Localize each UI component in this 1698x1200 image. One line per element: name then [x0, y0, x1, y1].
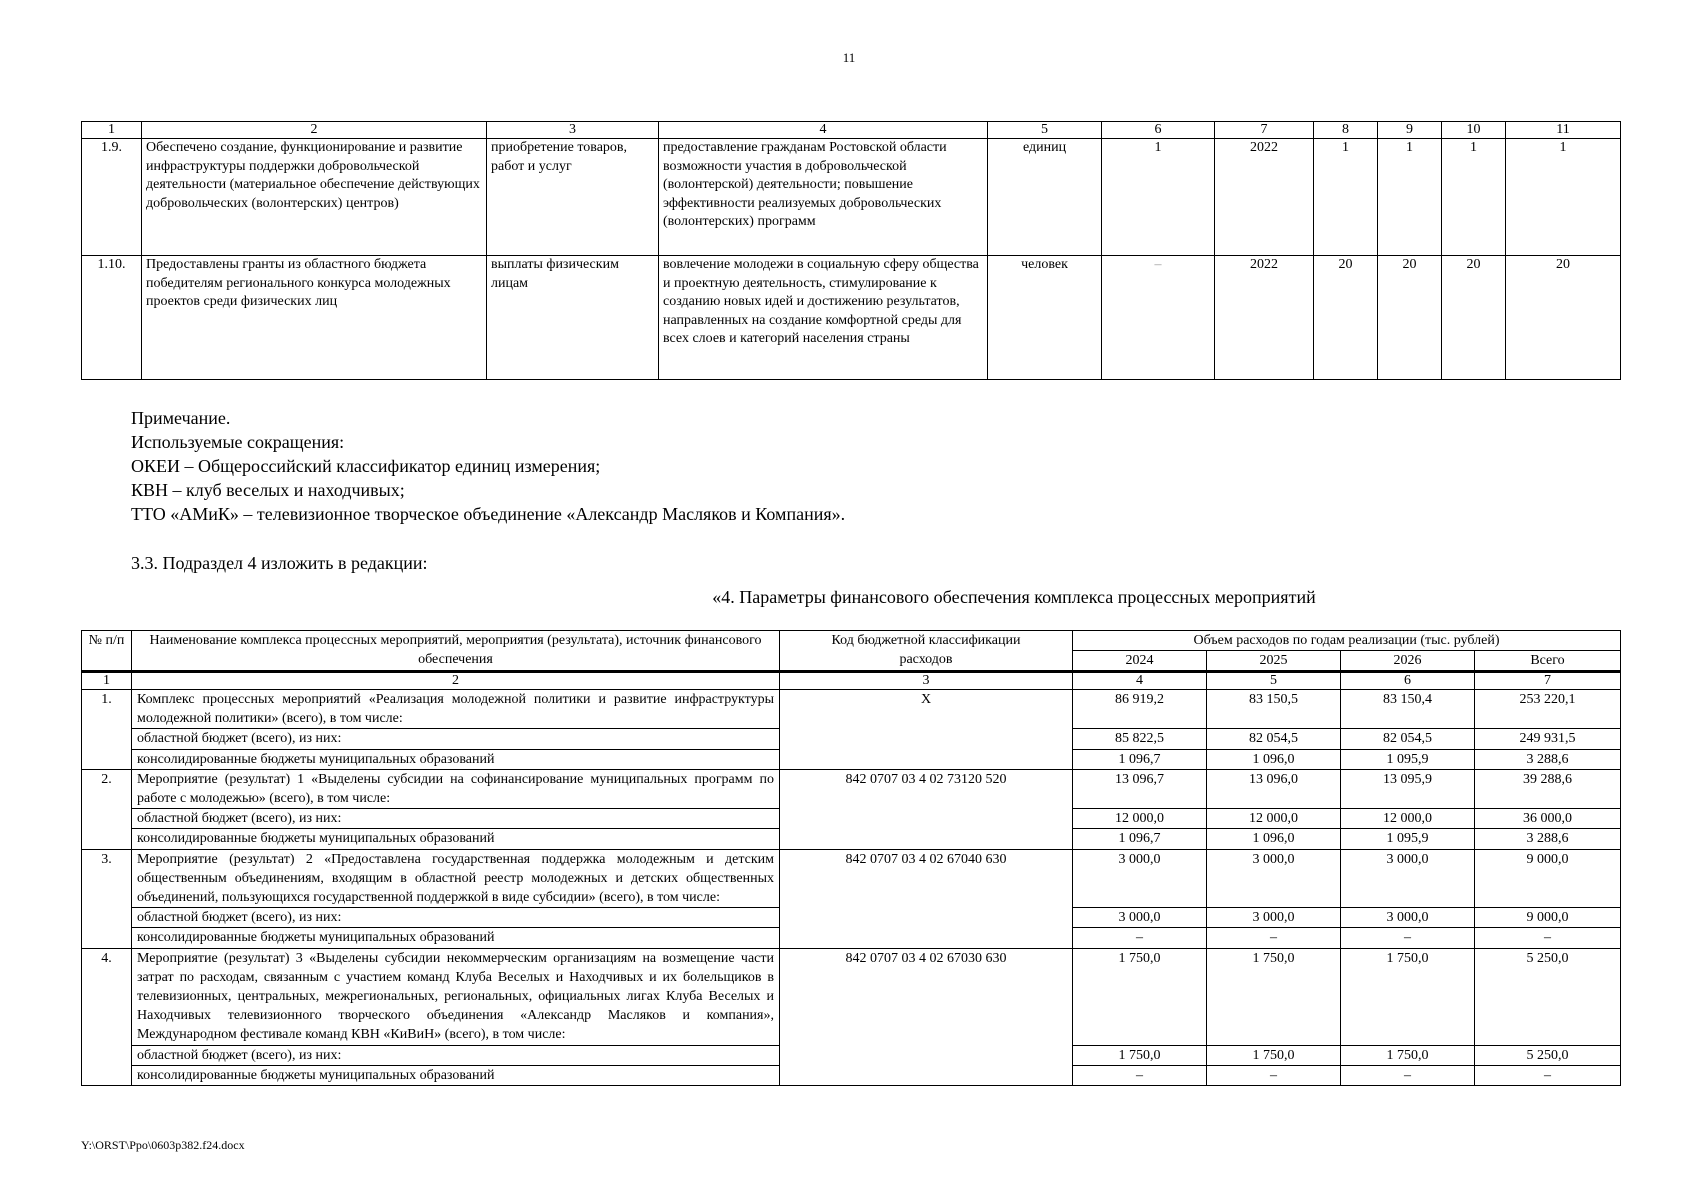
row-number: 2. — [82, 769, 132, 849]
result-description: вовлечение молодежи в социальную сферу общества и проектную деятельность, стимулирование к созданию новых идей и достижению результатов, направленных на создание комфортной среды для всех слоев и категорий населения страны — [659, 256, 988, 380]
funding-source: консолидированные бюджеты муниципальных образований — [132, 928, 780, 948]
year-value: 1 750,0 — [1341, 948, 1475, 1045]
cell-value: 20 — [1314, 256, 1378, 380]
year-value: 82 054,5 — [1207, 729, 1341, 749]
header-year: 2024 — [1073, 651, 1207, 672]
funding-source: областной бюджет (всего), из них: — [132, 809, 780, 829]
column-number: 6 — [1102, 122, 1215, 139]
year-value: 83 150,5 — [1207, 690, 1341, 729]
table-row — [82, 256, 1621, 380]
page-number: 11 — [842, 50, 856, 65]
row-number: 1. — [82, 690, 132, 770]
abbreviation-item: КВН – клуб веселых и находчивых; — [131, 480, 405, 500]
year-value: 12 000,0 — [1341, 809, 1475, 829]
abbreviations-title: Используемые сокращения: — [131, 432, 345, 452]
year-value: 12 000,0 — [1073, 809, 1207, 829]
funding-source: консолидированные бюджеты муниципальных образований — [132, 1065, 780, 1085]
year-value: – — [1073, 928, 1207, 948]
result-type: выплаты физическим лицам — [487, 256, 659, 380]
year-value: 3 000,0 — [1341, 849, 1475, 908]
year-value: 3 000,0 — [1073, 908, 1207, 928]
funding-source: областной бюджет (всего), из них: — [132, 729, 780, 749]
funding-source: консолидированные бюджеты муниципальных образований — [132, 749, 780, 769]
item-name: Мероприятие (результат) 3 «Выделены субсидии некоммерческим организациям на возмещение части затрат по расходам, связанным с участием команд Клуба Веселых и Находчивых и их болельщиков в телевизионных, центральных, межрегиональных, региональных, официальных лигах Клуба Веселых и Находчивых телевизионного творческого объединения «Александр Масляков и компания», Международном фестивале команд КВН «КиВиН» (всего), в том числе: — [132, 948, 780, 1045]
year-value: 1 750,0 — [1073, 1045, 1207, 1065]
item-name: Мероприятие (результат) 2 «Предоставлена государственная поддержка молодежным и детским общественным объединениям, входящим в областной реестр молодежных и детских общественных объединений, пользующихся государственной поддержкой в виде субсидии» (всего), в том числе: — [132, 849, 780, 908]
column-number: 3 — [780, 672, 1073, 690]
year-value: 13 095,9 — [1341, 769, 1475, 808]
cell-value: 1 — [1378, 139, 1442, 256]
table-row — [82, 690, 1621, 729]
year-value: – — [1341, 928, 1475, 948]
year-value: 1 096,7 — [1073, 829, 1207, 849]
result-name: Предоставлены гранты из областного бюджета победителям регионального конкурса молодежных проектов среди физических лиц — [142, 256, 487, 380]
cell-value: 20 — [1378, 256, 1442, 380]
table-row — [82, 948, 1621, 1045]
item-name: Мероприятие (результат) 1 «Выделены субсидии на софинансирование муниципальных программ по работе с молодежью» (всего), в том числе: — [132, 769, 780, 808]
year-value: 13 096,7 — [1073, 769, 1207, 808]
table-header-row — [82, 122, 1621, 139]
year-value: 1 096,7 — [1073, 749, 1207, 769]
column-number: 8 — [1314, 122, 1378, 139]
budget-code: 842 0707 03 4 02 73120 520 — [780, 769, 1073, 849]
column-number: 5 — [988, 122, 1102, 139]
column-number: 2 — [142, 122, 487, 139]
section-title: «4. Параметры финансового обеспечения комплекса процессных мероприятий — [712, 587, 1316, 607]
budget-code: 842 0707 03 4 02 67030 630 — [780, 948, 1073, 1085]
year-value: 12 000,0 — [1207, 809, 1341, 829]
cell-value: 20 — [1442, 256, 1506, 380]
column-number: 6 — [1341, 672, 1475, 690]
column-number: 1 — [82, 122, 142, 139]
year-value: 85 822,5 — [1073, 729, 1207, 749]
header-name: Наименование комплекса процессных мероприятий, мероприятия (результата), источник финансового обеспечения — [132, 631, 780, 672]
column-number: 3 — [487, 122, 659, 139]
budget-code: 842 0707 03 4 02 67040 630 — [780, 849, 1073, 948]
year-value: 86 919,2 — [1073, 690, 1207, 729]
cell-value: 2022 — [1215, 256, 1314, 380]
file-path: Y:\ORST\Ppo\0603p382.f24.docx — [81, 1138, 245, 1152]
year-value: – — [1207, 1065, 1341, 1085]
column-number: 2 — [132, 672, 780, 690]
year-value: 3 000,0 — [1207, 908, 1341, 928]
header-total: Всего — [1475, 651, 1621, 672]
total-value: 39 288,6 — [1475, 769, 1621, 808]
year-value: 1 095,9 — [1341, 829, 1475, 849]
result-type: приобретение товаров, работ и услуг — [487, 139, 659, 256]
budget-code: X — [780, 690, 1073, 770]
unit: человек — [988, 256, 1102, 380]
column-number: 4 — [1073, 672, 1207, 690]
table-row — [82, 139, 1621, 256]
total-value: 249 931,5 — [1475, 729, 1621, 749]
notes-block — [131, 406, 845, 526]
result-name: Обеспечено создание, функционирование и развитие инфраструктуры поддержки добровольческой деятельности (материальное обеспечение действующих добровольческих (волонтерских) центров) — [142, 139, 487, 256]
item-name: Комплекс процессных мероприятий «Реализация молодежной политики и развитие инфраструктуры молодежной политики» (всего), в том числе: — [132, 690, 780, 729]
year-value: 1 096,0 — [1207, 749, 1341, 769]
year-value: 83 150,4 — [1341, 690, 1475, 729]
total-value: – — [1475, 1065, 1621, 1085]
year-value: – — [1341, 1065, 1475, 1085]
column-number: 7 — [1215, 122, 1314, 139]
abbreviation-item: ТТО «АМиК» – телевизионное творческое объединение «Александр Масляков и Компания». — [131, 504, 846, 524]
year-value: 1 096,0 — [1207, 829, 1341, 849]
row-number: 1.9. — [82, 139, 142, 256]
column-number: 1 — [82, 672, 132, 690]
cell-value: 1 — [1442, 139, 1506, 256]
table-row — [82, 849, 1621, 908]
row-number: 4. — [82, 948, 132, 1085]
total-value: – — [1475, 928, 1621, 948]
total-value: 5 250,0 — [1475, 1045, 1621, 1065]
result-description: предоставление гражданам Ростовской области возможности участия в добровольческой (волонтерской) деятельности; повышение эффективности реализуемых добровольческих (волонтерских) программ — [659, 139, 988, 256]
header-volume: Объем расходов по годам реализации (тыс. рублей) — [1073, 631, 1621, 651]
note-title: Примечание. — [131, 408, 231, 428]
year-value: 3 000,0 — [1341, 908, 1475, 928]
row-number: 3. — [82, 849, 132, 948]
column-number: 4 — [659, 122, 988, 139]
year-value: – — [1207, 928, 1341, 948]
total-value: 3 288,6 — [1475, 829, 1621, 849]
financing-table — [81, 630, 1621, 1086]
cell-value: 1 — [1102, 139, 1215, 256]
cell-value: 2022 — [1215, 139, 1314, 256]
cell-value: – — [1102, 256, 1215, 380]
total-value: 9 000,0 — [1475, 908, 1621, 928]
column-number: 7 — [1475, 672, 1621, 690]
cell-value: 1 — [1314, 139, 1378, 256]
funding-source: консолидированные бюджеты муниципальных образований — [132, 829, 780, 849]
total-value: 9 000,0 — [1475, 849, 1621, 908]
financing-table-body — [82, 690, 1621, 1086]
header-number: № п/п — [82, 631, 132, 672]
total-value: 253 220,1 — [1475, 690, 1621, 729]
year-value: 13 096,0 — [1207, 769, 1341, 808]
year-value: 1 750,0 — [1341, 1045, 1475, 1065]
column-number: 11 — [1506, 122, 1621, 139]
table-row — [82, 769, 1621, 808]
column-number: 10 — [1442, 122, 1506, 139]
column-number: 9 — [1378, 122, 1442, 139]
table-header-row — [82, 631, 1621, 651]
unit: единиц — [988, 139, 1102, 256]
year-value: 3 000,0 — [1207, 849, 1341, 908]
indicators-table — [81, 121, 1621, 380]
total-value: 36 000,0 — [1475, 809, 1621, 829]
funding-source: областной бюджет (всего), из них: — [132, 1045, 780, 1065]
year-value: 1 750,0 — [1207, 1045, 1341, 1065]
column-number: 5 — [1207, 672, 1341, 690]
funding-source: областной бюджет (всего), из них: — [132, 908, 780, 928]
cell-value: 1 — [1506, 139, 1621, 256]
header-year: 2025 — [1207, 651, 1341, 672]
total-value: 5 250,0 — [1475, 948, 1621, 1045]
header-code: Код бюджетной классификации расходов — [780, 631, 1073, 672]
year-value: – — [1073, 1065, 1207, 1085]
row-number: 1.10. — [82, 256, 142, 380]
total-value: 3 288,6 — [1475, 749, 1621, 769]
abbreviation-item: ОКЕИ – Общероссийский классификатор единиц измерения; — [131, 456, 601, 476]
header-year: 2026 — [1341, 651, 1475, 672]
column-numbers-row — [82, 672, 1621, 690]
amendment-text: 3.3. Подраздел 4 изложить в редакции: — [131, 553, 428, 573]
year-value: 1 750,0 — [1073, 948, 1207, 1045]
year-value: 1 750,0 — [1207, 948, 1341, 1045]
year-value: 82 054,5 — [1341, 729, 1475, 749]
cell-value: 20 — [1506, 256, 1621, 380]
year-value: 1 095,9 — [1341, 749, 1475, 769]
year-value: 3 000,0 — [1073, 849, 1207, 908]
